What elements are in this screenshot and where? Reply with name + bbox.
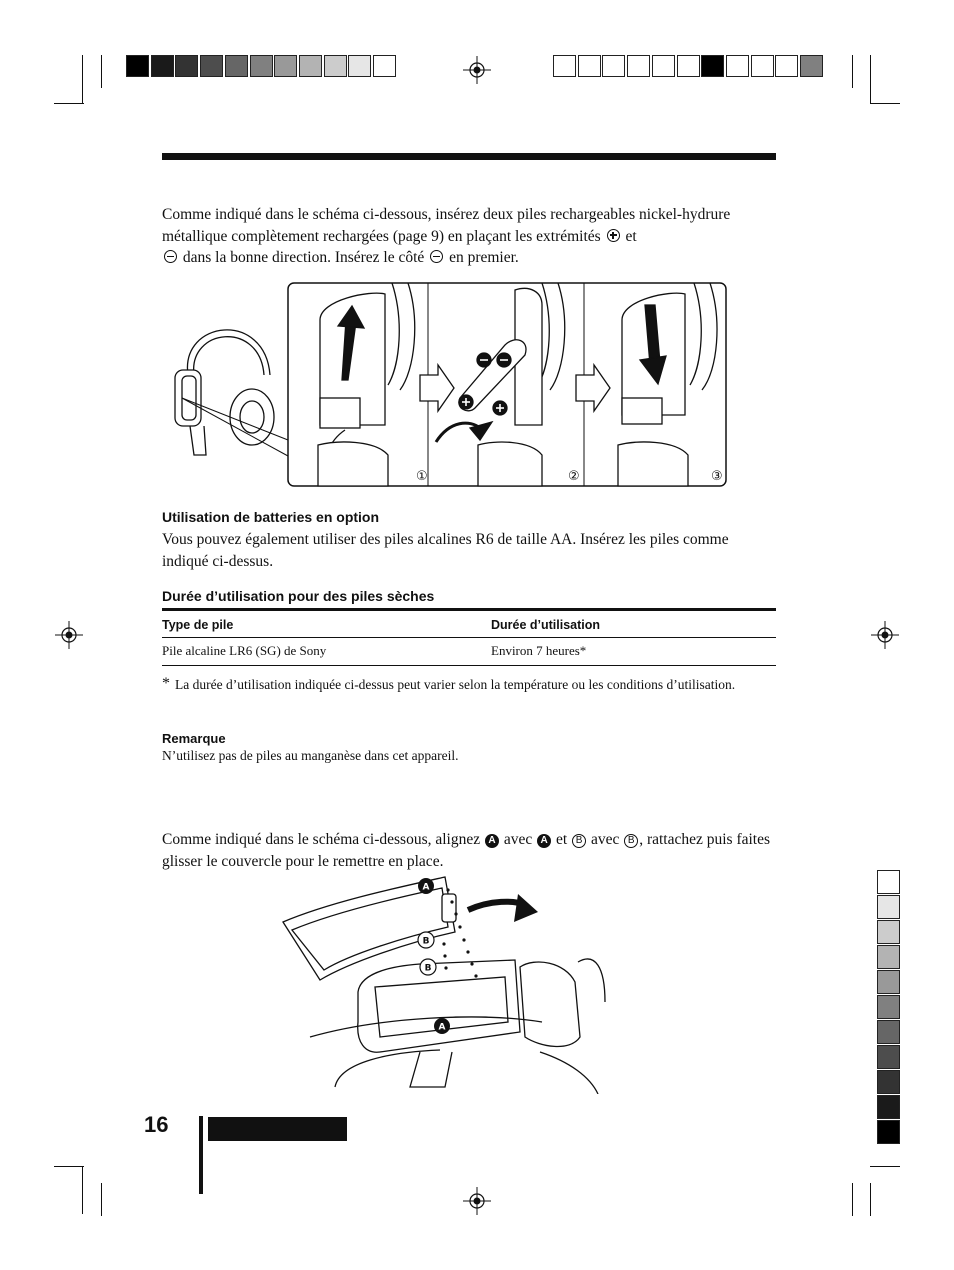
calibration-swatch: [877, 1095, 900, 1119]
calibration-swatch: [726, 55, 749, 77]
table-cell: Environ 7 heures*: [491, 638, 776, 666]
marker-a-icon: A: [485, 834, 499, 848]
calibration-swatch: [324, 55, 347, 77]
intro-text-4: en premier.: [449, 249, 519, 266]
marker-b-label: B: [424, 963, 432, 974]
footnote-text: La durée d’utilisation indiquée ci-dessus peut varier selon la température ou les conditions d’utilisation.: [175, 677, 736, 692]
step3-label: ③: [711, 469, 723, 484]
reattach-et: et: [556, 831, 568, 848]
calibration-swatch: [877, 1120, 900, 1144]
page-number: 16: [144, 1112, 169, 1137]
calibration-swatch: [175, 55, 198, 77]
marker-b-icon: B: [624, 834, 638, 848]
footnote-mark: *: [162, 675, 170, 692]
calibration-swatch: [877, 970, 900, 994]
remark-text: N’utilisez pas de piles au manganèse dans cet appareil.: [162, 748, 459, 763]
reattach-paragraph: [162, 829, 778, 872]
reattach-text-1: Comme indiqué dans le schéma ci-dessous, alignez: [162, 831, 481, 848]
optional-batteries-text: Vous pouvez également utiliser des piles alcalines R6 de taille AA. Insérez les piles comme indiqué ci-dessus.: [162, 531, 729, 570]
step2-label: ②: [568, 469, 580, 484]
calibration-swatch: [877, 920, 900, 944]
registration-mark-right: [871, 621, 899, 649]
marker-a-label: A: [438, 1022, 446, 1033]
calibration-swatch: [602, 55, 625, 77]
duration-heading: Durée d’utilisation pour des piles sèches: [162, 588, 435, 604]
calibration-swatch: [800, 55, 823, 77]
calibration-swatch: [877, 870, 900, 894]
calibration-swatch: [578, 55, 601, 77]
calibration-swatch: [151, 55, 174, 77]
calibration-swatch: [877, 895, 900, 919]
intro-text-3: dans la bonne direction. Insérez le côté: [182, 249, 425, 266]
calibration-swatch: [877, 1045, 900, 1069]
headphones-illustration: [175, 330, 274, 455]
calibration-swatch: [677, 55, 700, 77]
table-cell: Pile alcaline LR6 (SG) de Sony: [162, 638, 491, 666]
minus-terminal-icon: [430, 250, 443, 263]
calibration-swatch: [225, 55, 248, 77]
calibration-swatch: [299, 55, 322, 77]
calibration-swatch: [250, 55, 273, 77]
calibration-swatch: [701, 55, 724, 77]
marker-a-icon: A: [537, 834, 551, 848]
calibration-swatch: [652, 55, 675, 77]
registration-mark-left: [55, 621, 83, 649]
plus-terminal-icon: [607, 229, 620, 242]
calibration-swatch: [627, 55, 650, 77]
marker-b-icon: B: [572, 834, 586, 848]
calibration-swatch: [553, 55, 576, 77]
footer-vertical-bar: [199, 1116, 203, 1194]
marker-b-label: B: [422, 936, 430, 947]
reattach-avec: avec: [590, 831, 620, 848]
column-header: Durée d’utilisation: [491, 610, 776, 638]
intro-paragraph: [162, 204, 778, 269]
cover-reattach-figure: [280, 872, 610, 1094]
calibration-swatch: [877, 945, 900, 969]
section-rule: [162, 153, 776, 160]
footnote: [162, 676, 762, 694]
optional-batteries-heading: Utilisation de batteries en option: [162, 509, 380, 525]
intro-text-2: et: [625, 227, 637, 245]
reattach-text-2: , rattachez puis faites glisser le couvercle pour le remettre en place.: [162, 831, 771, 870]
calibration-swatch: [200, 55, 223, 77]
step1-label: ①: [416, 469, 428, 484]
remark-heading: Remarque: [162, 731, 226, 746]
calibration-swatch: [373, 55, 396, 77]
calibration-swatch: [274, 55, 297, 77]
battery-insertion-figure: [170, 280, 730, 490]
duration-table: [162, 608, 776, 666]
column-header: Type de pile: [162, 610, 491, 638]
calibration-swatch: [751, 55, 774, 77]
calibration-swatch: [877, 995, 900, 1019]
table-header-row: [162, 610, 776, 638]
calibration-swatch: [877, 1020, 900, 1044]
marker-a-label: A: [422, 882, 430, 893]
calibration-swatch: [348, 55, 371, 77]
reattach-avec: avec: [503, 831, 533, 848]
table-row: [162, 638, 776, 666]
intro-text-1: Comme indiqué dans le schéma ci-dessous, insérez deux piles rechargeables nickel-hydrure métallique complètement rechargées (page 9) en plaçant les extrémités: [162, 206, 731, 245]
calibration-swatch: [877, 1070, 900, 1094]
registration-mark-top: [463, 56, 491, 84]
calibration-swatch: [126, 55, 149, 77]
calibration-swatch: [775, 55, 798, 77]
minus-terminal-icon: [164, 250, 177, 263]
registration-mark-bottom: [463, 1187, 491, 1215]
footer-tab-bar: [208, 1117, 347, 1141]
